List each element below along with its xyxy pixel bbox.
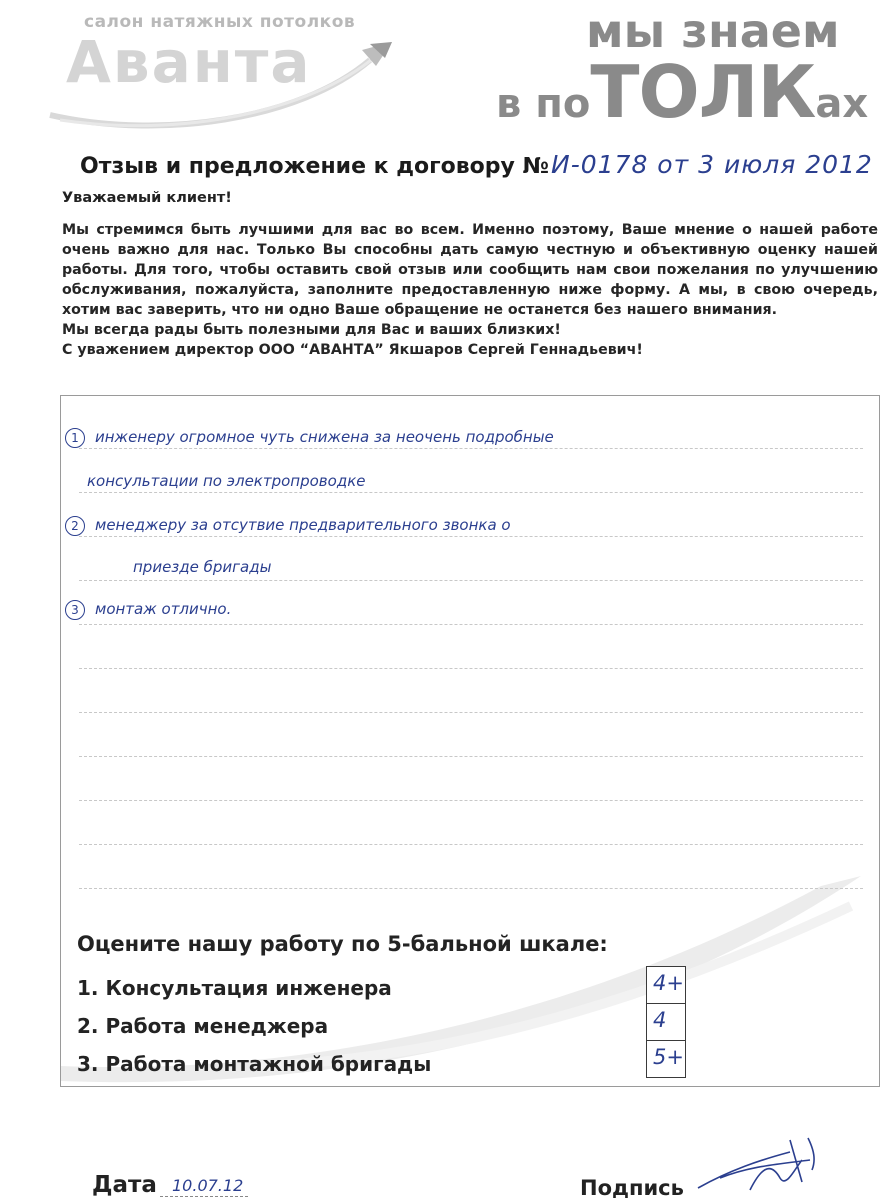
feedback-text: инженеру огромное чуть снижена за неочень подробные — [95, 428, 554, 446]
rating-row — [77, 976, 677, 1000]
slogan-part-c: ах — [815, 81, 869, 127]
contract-number-handwritten: И-0178 от 3 июля 2012 — [551, 150, 873, 179]
rating-row — [77, 1014, 677, 1038]
slogan-line-1: мы знаем — [586, 4, 840, 58]
form-line — [79, 536, 863, 537]
slogan-part-b: ТОЛК — [590, 50, 816, 134]
feedback-text: менеджеру за отсутвие предварительного звонка о — [95, 516, 511, 534]
form-line — [79, 492, 863, 493]
feedback-form — [60, 395, 880, 1087]
signature-scribble — [690, 1130, 830, 1200]
feedback-item-3-line-1 — [65, 600, 231, 620]
rating-row — [77, 1052, 677, 1076]
form-line — [79, 580, 863, 581]
feedback-item-1-line-2: консультации по электропроводке — [87, 472, 366, 490]
intro-paragraph: Мы стремимся быть лучшими для вас во всем. Именно поэтому, Ваше мнение о нашей работе очень важно для нас. Только Вы способны дать самую честную и объективную оценку нашей работы. Для того, чтобы оставить свой отзыв или сообщить нам свои пожелания по улучшению обслуживания, пожалуйста, заполните предоставленную ниже форму. А мы, в свою очередь, хотим вас заверить, что ни одно Ваше обращение не останется без нашего внимания. — [62, 222, 878, 318]
feedback-text: монтаж отлично. — [95, 600, 232, 618]
score-box-crew[interactable] — [646, 1040, 686, 1078]
score-box-manager[interactable] — [646, 1003, 686, 1041]
feedback-item-1-line-1 — [65, 428, 554, 448]
intro-paragraph: С уважением директор ООО “АВАНТА” Якшаров Сергей Геннадьевич! — [62, 342, 643, 358]
intro-paragraph: Мы всегда рады быть полезными для Вас и ваших близких! — [62, 322, 561, 338]
slogan-part-a: в по — [496, 81, 591, 127]
form-line — [79, 800, 863, 801]
date-label: Дата — [92, 1172, 157, 1198]
score-box-engineer[interactable] — [646, 966, 686, 1004]
item-number-circle: 3 — [65, 600, 85, 620]
greeting: Уважаемый клиент! — [62, 190, 232, 206]
logo-company-name: Аванта — [66, 28, 312, 96]
form-line — [79, 668, 863, 669]
rating-label: 1. Консультация инженера — [77, 976, 392, 1000]
form-line — [79, 888, 863, 889]
score-value: 5+ — [653, 1045, 684, 1069]
slogan-line-2 — [496, 50, 868, 134]
form-line — [79, 756, 863, 757]
signature-label: Подпись — [580, 1176, 684, 1200]
rating-label: 2. Работа менеджера — [77, 1014, 329, 1038]
feedback-item-2-line-1 — [65, 516, 511, 536]
date-underline — [160, 1196, 248, 1197]
score-value: 4 — [653, 1008, 667, 1032]
item-number-circle: 1 — [65, 428, 85, 448]
item-number-circle: 2 — [65, 516, 85, 536]
logo-tagline: салон натяжных потолков — [84, 12, 356, 32]
feedback-item-2-line-2: приезде бригады — [133, 558, 272, 576]
form-line — [79, 712, 863, 713]
document-title — [80, 150, 873, 179]
form-line — [79, 448, 863, 449]
rating-label: 3. Работа монтажной бригады — [77, 1052, 432, 1076]
form-line — [79, 624, 863, 625]
intro-text — [62, 220, 878, 360]
title-text: Отзыв и предложение к договору № — [80, 154, 549, 179]
rating-title: Оцените нашу работу по 5-бальной шкале: — [77, 932, 608, 956]
score-value: 4+ — [653, 971, 684, 995]
form-line — [79, 844, 863, 845]
date-value-handwritten: 10.07.12 — [172, 1176, 244, 1195]
